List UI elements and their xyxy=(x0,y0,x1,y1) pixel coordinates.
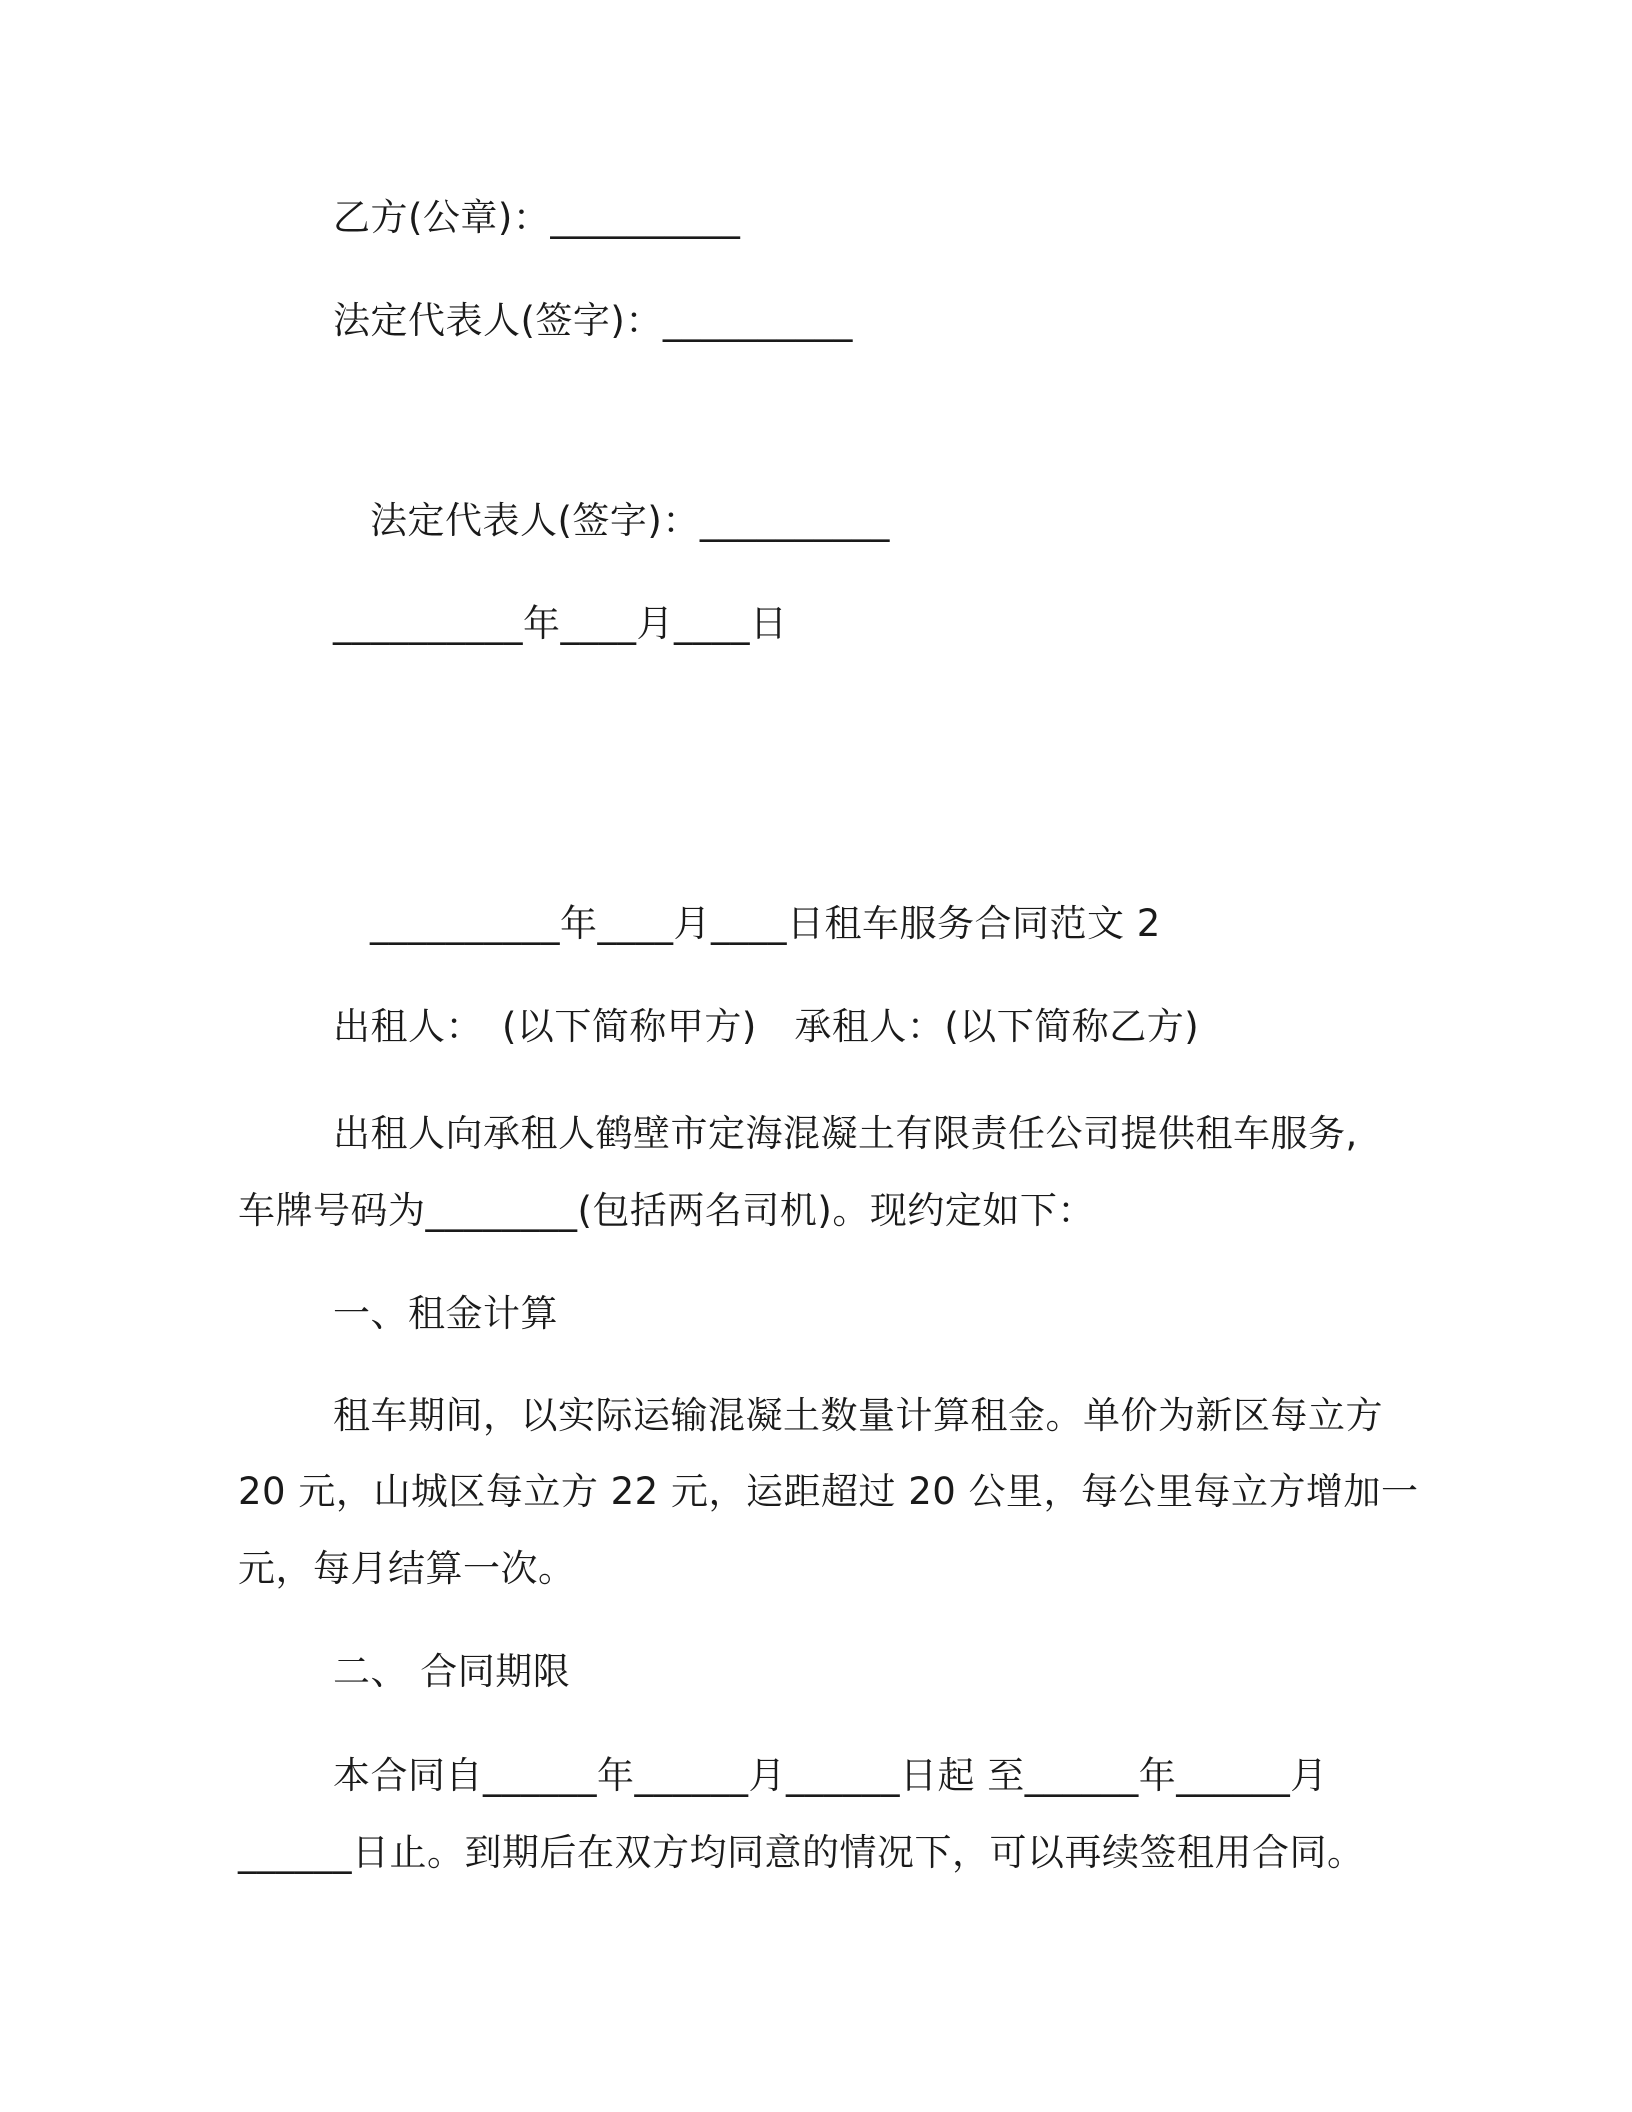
rent-paragraph-line-1: 租车期间，以实际运输混凝土数量计算租金。单价为新区每立方 xyxy=(333,1394,1383,1437)
rent-paragraph-line-2: 20 元，山城区每立方 22 元，运距超过 20 公里，每公里每立方增加一 xyxy=(238,1470,1419,1513)
section-heading-rent: 一、租金计算 xyxy=(333,1292,558,1335)
legal-representative-signature-line-2: 法定代表人(签字)：__________ xyxy=(370,499,890,542)
paragraph-intro-line-1: 出租人向承租人鹤壁市定海混凝土有限责任公司提供租车服务, xyxy=(333,1112,1358,1155)
party-b-seal-line: 乙方(公章)：__________ xyxy=(333,196,741,239)
paragraph-intro-line-2: 车牌号码为________(包括两名司机)。现约定如下： xyxy=(238,1189,1095,1232)
parties-line: 出租人： (以下简称甲方) 承租人：(以下简称乙方) xyxy=(333,1005,1200,1048)
rent-paragraph-line-3: 元，每月结算一次。 xyxy=(238,1547,576,1590)
section-heading-term: 二、 合同期限 xyxy=(333,1650,571,1693)
term-paragraph-line-2: ______日止。到期后在双方均同意的情况下，可以再续签租用合同。 xyxy=(238,1831,1365,1874)
contract-title: __________年____月____日租车服务合同范文 2 xyxy=(370,902,1161,945)
legal-representative-signature-line: 法定代表人(签字)：__________ xyxy=(333,299,853,342)
date-line: __________年____月____日 xyxy=(333,602,788,645)
term-paragraph-line-1: 本合同自______年______月______日起 至______年______月 xyxy=(333,1754,1328,1797)
